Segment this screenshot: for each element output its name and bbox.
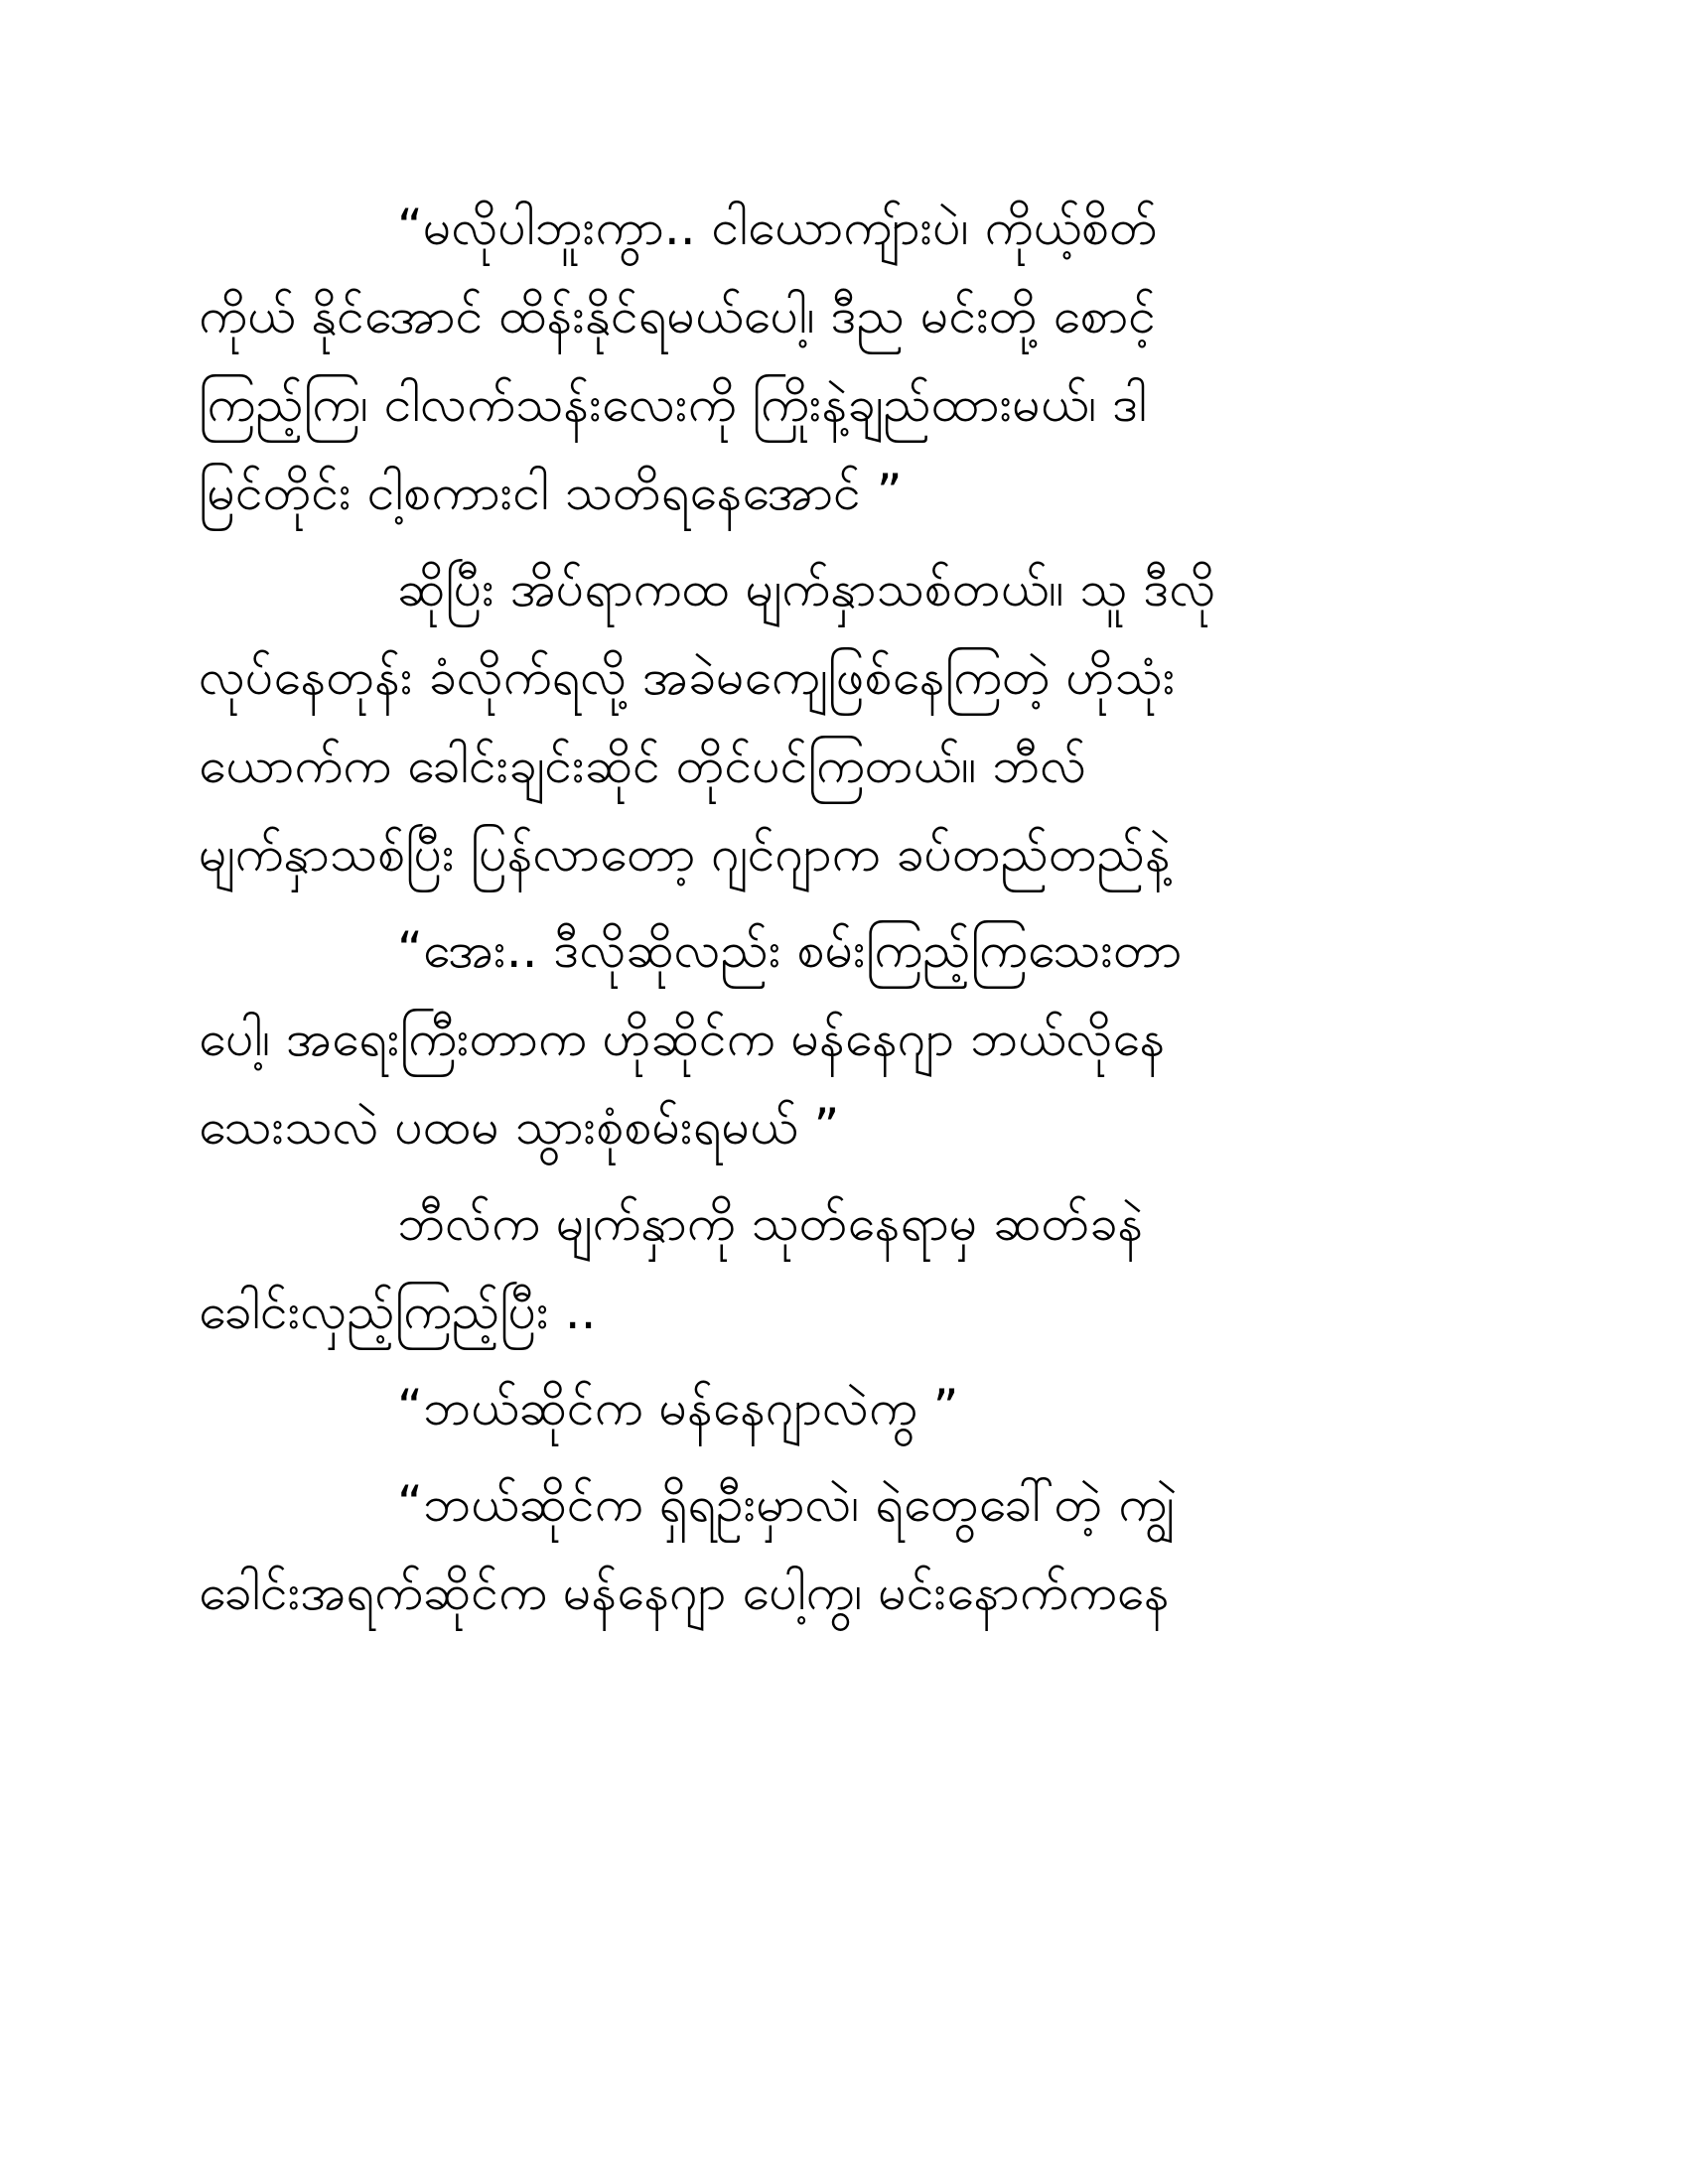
text-line: ယောက်က ခေါင်းချင်းဆိုင် တိုင်ပင်ကြတယ်။ ဘီလ် [199,737,1087,794]
text-line: “အေး.. ဒီလိုဆိုလည်း စမ်းကြည့်ကြသေးတာ [397,921,1183,979]
text-line: မြင်တိုင်း ငါ့စကားငါ သတိရနေအောင် ” [199,464,903,521]
body-text [199,184,1499,1637]
text-line: ကြည့်ကြ၊ ငါလက်သန်းလေးကို ကြိုးနဲ့ချည်ထားမယ်၊ ဒါ [199,375,1147,433]
text-line: ခေါင်းအရက်ဆိုင်က မန်နေဂျာ ပေါ့ကွ၊ မင်းနောက်ကနေ [199,1564,1170,1621]
text-line: ခေါင်းလှည့်ကြည့်ပြီး .. [199,1283,597,1340]
paragraph [199,545,1499,898]
paragraph [199,184,1499,537]
text-line: မျက်နှာသစ်ပြီး ပြန်လာတော့ ဂျင်ဂျာက ခပ်တည်တည်နဲ့ [199,825,1171,883]
text-line: ကိုယ် နိုင်အောင် ထိန်းနိုင်ရမယ်ပေါ့၊ ဒီည မင်းတို့ စောင့် [199,287,1157,344]
paragraph [199,1179,1499,1356]
text-line: ဆိုပြီး အိပ်ရာကထ မျက်နှာသစ်တယ်။ သူ ဒီလို [397,560,1216,617]
text-line: ဘီလ်က မျက်နှာကို သုတ်နေရာမှ ဆတ်ခနဲ [397,1194,1144,1252]
text-line: “ဘယ်ဆိုင်က မန်နေဂျာလဲကွ ” [397,1379,959,1436]
paragraph [199,906,1499,1171]
text-line: လုပ်နေတုန်း ခံလိုက်ရလို့ အခဲမကျေဖြစ်နေကြတဲ့ ဟိုသုံး [199,648,1176,706]
text-line: သေးသလဲ ပထမ သွားစုံစမ်းရမယ် ” [199,1098,840,1156]
paragraph [199,1364,1499,1452]
text-line: “မလိုပါဘူးကွာ.. ငါယောကျ်ားပဲ၊ ကိုယ့်စိတ် [397,199,1158,256]
text-line: “ဘယ်ဆိုင်က ရှိရဦးမှာလဲ၊ ရဲတွေခေါ်တဲ့ ကျွဲ [397,1475,1175,1533]
text-line: ပေါ့၊ အရေးကြီးတာက ဟိုဆိုင်က မန်နေဂျာ ဘယ်လိုနေ [199,1010,1166,1067]
paragraph [199,1460,1499,1637]
